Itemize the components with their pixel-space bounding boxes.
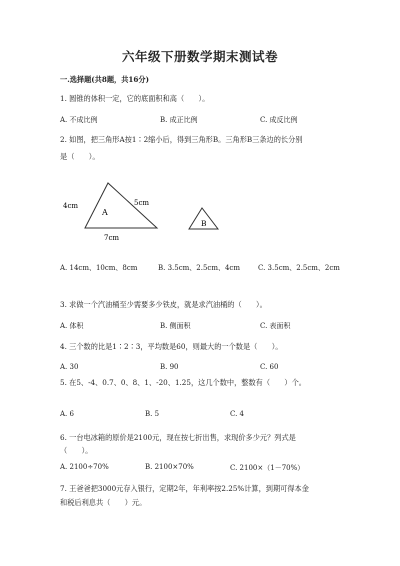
q1-option-c[interactable]: C. 成反比例 — [260, 116, 298, 124]
triangle-a-label: A — [102, 208, 108, 217]
q3-option-b[interactable]: B. 侧面积 — [160, 322, 191, 330]
triangle-b-label: B — [201, 219, 207, 228]
q2-option-c[interactable]: C. 3.5cm、2.5cm、2cm — [258, 264, 340, 272]
q1-option-a[interactable]: A. 不成比例 — [60, 116, 98, 124]
q4-option-a[interactable]: A. 30 — [60, 363, 79, 371]
q2-option-a[interactable]: A. 14cm、10cm、8cm — [60, 264, 138, 272]
page-title: 六年级下册数学期末测试卷 — [121, 49, 278, 64]
q5-option-c[interactable]: C. 4 — [230, 410, 245, 418]
q6-option-b[interactable]: B. 2100×70% — [145, 463, 194, 471]
question-7-line1: 7. 王爸爸把3000元存入银行，定期2年，年利率按2.25%计算，到期可得本金 — [60, 484, 309, 493]
side-bottom-label: 7cm — [104, 234, 120, 242]
question-2-line1: 2. 如图，把三角形A按1∶2缩小后，得到三角形B。三角形B三条边的长分别 — [60, 135, 303, 144]
section-heading: 一.选择题(共8题，共16分) — [60, 75, 149, 84]
question-3: 3. 求做一个汽油桶至少需要多少铁皮，就是求汽油桶的（ ）。 — [60, 300, 267, 309]
q3-option-a[interactable]: A. 体积 — [60, 322, 84, 330]
q2-option-b[interactable]: B. 3.5cm、2.5cm、4cm — [158, 264, 240, 272]
side-right-label: 5cm — [134, 199, 150, 207]
question-1: 1. 圆锥的体积一定，它的底面积和高（ ）。 — [60, 94, 210, 103]
q4-option-c[interactable]: C. 60 — [260, 363, 279, 371]
q5-option-b[interactable]: B. 5 — [145, 410, 160, 418]
q6-option-a[interactable]: A. 2100÷70% — [60, 463, 109, 471]
question-2-line2: 是（ ）。 — [60, 152, 100, 161]
q4-option-b[interactable]: B. 90 — [160, 363, 179, 371]
question-5: 5. 在5、-4、0.7、0、8、1、-20、1.25，这几个数中，整数有（ ）个。 — [60, 378, 306, 387]
q6-option-c[interactable]: C. 2100×（1－70%） — [230, 464, 305, 472]
q1-option-b[interactable]: B. 成正比例 — [160, 116, 198, 124]
question-6-line1: 6. 一台电冰箱的原价是2100元，现在按七折出售，求现价多少元？列式是 — [60, 433, 296, 442]
q5-option-a[interactable]: A. 6 — [60, 410, 74, 418]
question-4: 4. 三个数的比是1∶2∶3，平均数是60，则最大的一个数是（ ）。 — [60, 342, 283, 351]
question-6-line2: （ ）。 — [60, 446, 93, 455]
question-7-line2: 和税后利息共（ ）元。 — [60, 498, 147, 507]
q3-option-c[interactable]: C. 表面积 — [260, 322, 291, 330]
side-left-label: 4cm — [63, 202, 79, 210]
